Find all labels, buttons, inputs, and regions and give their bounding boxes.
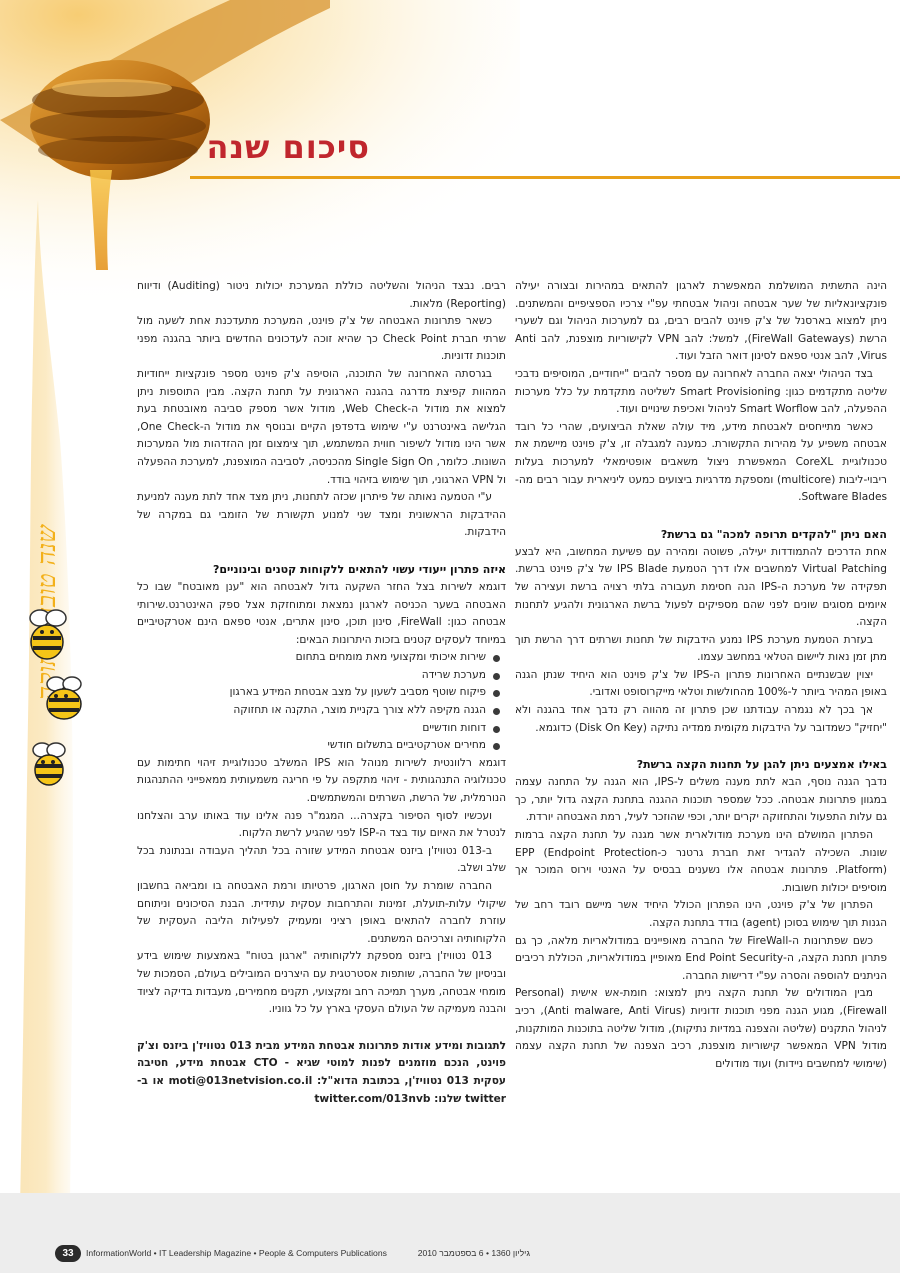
benefits-list	[137, 649, 506, 755]
paragraph: אך בכך לא נגמרה עבודתנו שכן פתרון זה מהווה רק נדבך אחד בהגנה ולא "יחזיק" כשמדובר על הידבקות מקומית ממדיה נתיקה (Disk On Key) כדוגמא.	[515, 704, 887, 734]
paragraph: כשם שפתרונות ה-FireWall של החברה מאופיינים במודולאריות מלאה, כך גם פתרון תחנת הקצה, ה-End Point Security מאופיין במודולאריות, הכוללת רכיבים הניתנים להוספה והסרה עפ"י דרישות החברה.	[515, 934, 887, 982]
section-heading: באילו אמצעים ניתן להגן על תחנות הקצה ברשת?	[636, 758, 887, 772]
paragraph: כאשר מתייחסים לאבטחת מידע, מיד עולה שאלת הביצועים, שהרי כל רובד אבטחה משפיע על מהירות התקשורת. כמענה למגבלה זו, צ'ק פוינט מיישמת את טכנולוגיית CoreXL המאפשרת ניצול משאבים אופטימאלי למערכות בעלות ריבוי-ליבות (multicore) ומספקת מדרגיות ביצועים כמעט ליניארית עבור רבים מה-Software Blades.	[515, 420, 887, 504]
paragraph: יצוין שבשנתיים האחרונות פתרון ה-IPS של צ'ק פוינט הוא היחיד שנתן הגנה באופן המהיר ביותר ל-100% מהחולשות וטלאי מייקרוסופט ואדובי.	[515, 668, 887, 699]
list-item: הגנה מקיפה ללא צורך בקניית מוצר, התקנה או תחזוקה	[137, 702, 486, 720]
paragraph: ב-013 נטוויז'ן ביזנס אבטחת המידע שזורה בכל תהליך העבודה ובנתונת בכל שלב ושלב.	[137, 844, 506, 875]
list-item: פיקוח שוטף מסביב לשעון על מצב אבטחת המידע בארגון	[137, 684, 486, 702]
article-column-left	[137, 278, 506, 1108]
paragraph: כשאר פתרונות האבטחה של צ'ק פוינט, המערכת מתעדכנת אחת לשעה מול שרתי חברת Check Point כך שהיא זוכה לעדכונים החדשים ביותר בהגנה מפני תוכנות זדוניות.	[137, 315, 506, 363]
paragraph: מבין המודולים של תחנת הקצה ניתן למצוא: חומת-אש אישית (Personal Firewall), מגוע הגנה מפני תוכנות זדוניות (Anti malware, Anti Virus), רכיב לניהול התקנים (שליטה והצפנה במדיות נתיקות), מודול שליטה בתוכנות המותקנות, מודול VPN המאפשר קישוריות מוצפנת, רכיב הצפנה של תחנת הקצה עצמה (שימושי למחשבים ניידות) ועוד מודולים	[515, 987, 887, 1070]
bee-icon	[24, 604, 70, 666]
bee-icon	[42, 672, 86, 724]
contact-info: לתגובות ומידע אודות פתרונות אבטחת המידע מבית 013 נטוויז'ן ביזנס וצ'ק פוינט, הנכם מוזמנים לפנות למוטי שגיא - CTO אבטחת מידע, חטיבה עסקית 013 נטוויז'ן, בכתובת הדוא"ל: moti@013netvision.co.il או ב-twitter שלנו: twitter.com/013nvb	[137, 1039, 506, 1105]
paragraph: הפתרון של צ'ק פוינט, הינו הפתרון הכולל היחיד אשר מיישם רובד רחב של הגנות תוך שימוש בסוכן (agent) בודד בתחנת הקצה.	[515, 899, 887, 929]
paragraph: דוגמא רלוונטית לשירות מנוהל הוא IPS המשלב טכנולוגיית זיהוי חתימות עם טכנולוגיה התנהגותית - זיהוי מתקפה על פי חריגה משמעותית ממאפייני ההתנהגות הנורמלית, של הרשת, השרתים והמשתמשים.	[137, 756, 506, 805]
paragraph: החברה שומרת על חוסן הארגון, פרטיותו ורמת האבטחה בו ומביאה בחשבון שיקולי עלות-תועלת, זמינות והתרחבות עסקית עתידית. הבנת הסיכונים וניתוחם עוזרת לחברה להתאים באופן רציני ומעמיק לפעילות הליבה העסקית של הלקוחותיה וצרכיהם המשתנים.	[137, 880, 506, 945]
article-column-right	[515, 278, 887, 1073]
paragraph: 013 נטוויז'ן ביזנס מספקת ללקוחותיה "ארגון בטוח" באמצעות שימוש בידע ובניסיון של החברה, שותפות אסטרטגית עם היצרנים המובילים בעולם, הסמכות של מומחי אבטחה, מערך תמיכה רחב ומקצועי, תקנים מחמירים, מעבדות בדיקה לציוד והבנה מעמיקה של העולם העסקי בארץ על כל גווניו.	[137, 950, 506, 1016]
title-rule	[190, 176, 900, 179]
footer-issue: גיליון 1360 • 6 בספטמבר 2010	[417, 1248, 530, 1258]
paragraph: ועכשיו לסוף הסיפור בקצרה... המגמ"ר פנה אלינו עוד באותו ערב והצלחנו לנטרל את האיום עוד בצד ה-ISP לפני שהגיע לרשת הלקוח.	[137, 809, 506, 840]
list-item: שירות איכותי ומקצועי מאת מומחים בתחום	[137, 649, 486, 667]
paragraph: נדבך הגנה נוסף, הבא לתת מענה משלים ל-IPS, הוא הגנה על התחנה עצמה במגוון פתרונות אבטחה. ככל שמספר תוכנות ההגנה בתחנת הקצה גדול יותר, כך גם עלות התפעול והתחזוקה יקרים יותר, וכפי שהוזכר לעיל, רמת האבטחה יורדת.	[515, 776, 887, 824]
paragraph: ע"י הטמעה נאותה של פיתרון שכזה לתחנות, ניתן מצד אחד לתת מענה למניעת ההידבקות הראשונית ומצד שני למנוע תקשורת של הזומבי גם במקרה של הידבקות.	[137, 491, 506, 539]
section-heading: איזה פתרון ייעודי עשוי להתאים ללקוחות קטנים ובינוניים?	[212, 562, 506, 576]
paragraph: אחת הדרכים להתמודדות יעילה, פשוטה ומהירה עם פשיעת המחשוב, היא לבצע Virtual Patching למחשבים אלו דרך הטמעת IPS Blade של צ'ק פוינט ברשת. תפקידה של מערכת ה-IPS הנה חסימת תעבורה בלתי רצויה ברשת ועצירה של איומים מסוגים שונים לפני שהם מספיקים לפעול ברשת הארגונית ולהגיע לתחנות הקצה.	[515, 545, 887, 629]
bee-icon	[28, 738, 70, 790]
paragraph: רבים. נבצד הניהול והשליטה כוללת המערכת יכולות ניטור (Auditing) ודיווח (Reporting) מלאות.	[137, 280, 506, 310]
paragraph: בגרסתה האחרונה של התוכנה, הוסיפה צ'ק פוינט מספר פונקציות ייחודיות המהוות קפיצת מדרגה בהגנה הארגונית על תחנת הקצה. מבין התוספות ניתן למצוא את מודול ה-Web Check, מודול אשר מספק סביבה מאובטחת בעת הגלישה באינטרנט ע"י שימוש בדפדפן הקיים ובנוסף את מודול ה-One Check, אשר הינו מודול לשיפור חווית המשתמש, תוך צימצום זמן ההזדהות מול המערכות השונות. כלומר, Single Sign On מהכניסה, לסביבה המוצפנת, למערכת ההפעלה ול VPN הארגוני, תוך שימוש בזיהוי בודד.	[137, 367, 506, 486]
section-heading: האם ניתן "להקדים תרופה למכה" גם ברשת?	[660, 527, 887, 541]
paragraph: בעזרת הטמעת מערכת IPS נמנע הידבקות של תחנות ושרתים דרך הרשת תוך מתן זמן נאות ליישום הטלאי במחשב עצמו.	[515, 633, 887, 664]
page-title: סיכום שנה	[206, 128, 370, 166]
paragraph: בצד הניהולי יצאה החברה לאחרונה עם מספר להבים "ייחודיים, המוסיפים נדבכי שליטה מתקדמים כגון: Smart Provisioning לשליטה מתקדמת על כלל מערכות ההפעלה, להב Smart Worflow לניהול ואכיפת שינויים ועוד.	[515, 367, 887, 416]
side-tagline: שנה טובה ומתוקה	[32, 525, 61, 701]
list-item: דוחות חודשיים	[137, 720, 486, 738]
footer-publication: InformationWorld • IT Leadership Magazine • People & Computers Publications	[86, 1248, 387, 1258]
page-number: 33	[55, 1245, 81, 1262]
paragraph: הינה התשתית המושלמת המאפשרת לארגון להתאים במהירות ובצורה יעילה פונקציונאליות של שער אבטחה וניהול אבטחתי עפ"י צרכיו הספציפיים והמשתנים. ניתן למצוא בארסנל של צ'ק פוינט להבים רבים, גם למערכות הניהול וגם לשערי הרשת (FireWall Gateways), למשל: להב VPN לקישוריות מוצפנת, להב Anti Virus, להב אנטי ספאם לסינון דואר הזבל ועוד.	[515, 280, 888, 363]
list-item: מחירים אטרקטיביים בתשלום חודשי	[137, 737, 486, 755]
list-item: מערכת שרידה	[137, 667, 486, 685]
paragraph: דוגמא לשירות בצל החזר השקעה גדול לאבטחה הוא "ענן מאובטח" שבו כל האבטחה בשער הכניסה לארגון נמצאת ומתוחזקת אצל ספק האינטרנט.שירותי אבטחה כגון: FireWall, סינון תוכן, סינון אתרים, אנטי ספאם הינם אטרקטיביים במיוחד לעסקים קטנים בזכות היתרונות הבאים:	[137, 580, 506, 646]
paragraph: הפתרון המושלם הינו מערכת מודולארית אשר מגנה על תחנת הקצה ברמות שונות. השכילה להגדיר זאת חברת גרטנר כ-EPP (Endpoint Protection Platform). פתרונות אבטחה אלו נשענים בבסיס על האנטי וירוס המוכר אך מוסיפים יכולות חשובות.	[515, 829, 887, 894]
footer-bar	[0, 1193, 900, 1273]
